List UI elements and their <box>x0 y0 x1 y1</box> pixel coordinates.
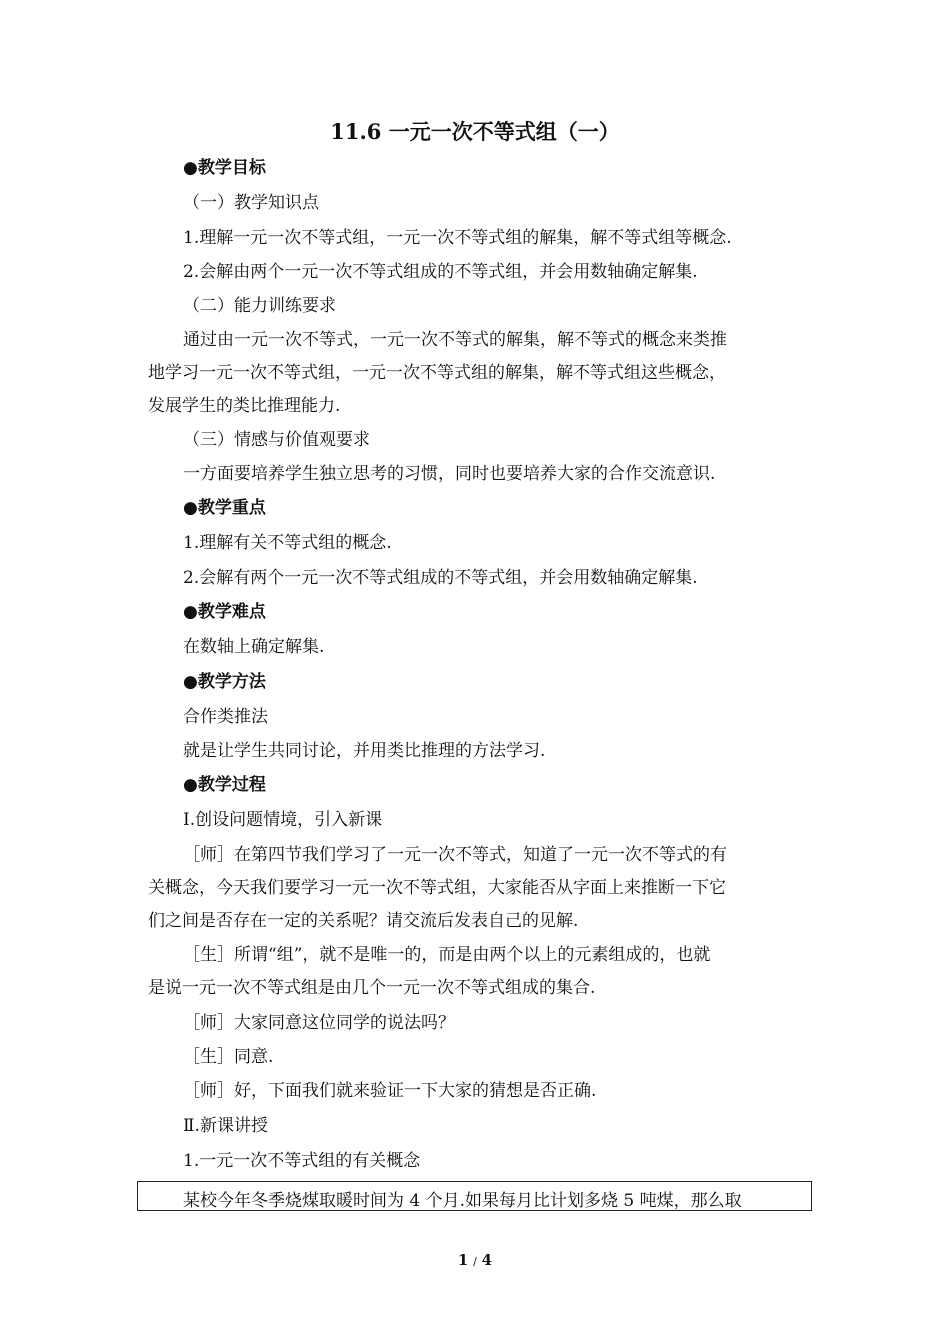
paragraph-line: 们之间是否存在一定的关系呢？请交流后发表自己的见解. <box>148 911 579 931</box>
problem-box <box>137 1181 812 1211</box>
page-separator: / <box>473 1255 477 1268</box>
paragraph-line: 1.理解一元一次不等式组，一元一次不等式组的解集，解不等式组等概念. <box>183 228 732 248</box>
subsection-heading: （二）能力训练要求 <box>183 296 336 316</box>
paragraph-line: ［师］在第四节我们学习了一元一次不等式，知道了一元一次不等式的有 <box>183 845 727 865</box>
paragraph-line: 合作类推法 <box>183 707 268 727</box>
paragraph-line: 一方面要培养学生独立思考的习惯，同时也要培养大家的合作交流意识. <box>183 464 716 484</box>
paragraph-line: ［生］所谓“组”，就不是唯一的，而是由两个以上的元素组成的，也就 <box>183 945 711 965</box>
problem-text: 某校今年冬季烧煤取暖时间为 4 个月.如果每月比计划多烧 5 吨煤，那么取 <box>183 1191 742 1211</box>
paragraph-line: 发展学生的类比推理能力. <box>148 396 341 416</box>
section-heading: ●教学方法 <box>183 672 266 692</box>
page-number: 1 <box>457 1251 469 1269</box>
subsection-heading: （一）教学知识点 <box>183 193 319 213</box>
section-heading: ●教学难点 <box>183 602 266 622</box>
paragraph-line: 是说一元一次不等式组是由几个一元一次不等式组成的集合. <box>148 978 596 998</box>
paragraph-line: 就是让学生共同讨论，并用类比推理的方法学习. <box>183 741 546 761</box>
paragraph-line: ［师］大家同意这位同学的说法吗？ <box>183 1013 455 1033</box>
paragraph-line: 地学习一元一次不等式组，一元一次不等式组的解集，解不等式组这些概念， <box>148 363 726 383</box>
paragraph-line: 在数轴上确定解集. <box>183 637 325 657</box>
page-total: 4 <box>481 1251 493 1269</box>
page-footer <box>0 1251 950 1269</box>
paragraph-line: 通过由一元一次不等式，一元一次不等式的解集，解不等式的概念来类推 <box>183 330 727 350</box>
paragraph-line: 2.会解有两个一元一次不等式组成的不等式组，并会用数轴确定解集. <box>183 568 698 588</box>
paragraph-line: ［生］同意. <box>183 1047 274 1067</box>
document-title: 11.6 一元一次不等式组（一） <box>330 119 620 144</box>
subsection-heading: Ⅱ.新课讲授 <box>183 1116 268 1136</box>
section-heading: ●教学目标 <box>183 158 266 178</box>
subsection-heading: Ⅰ.创设问题情境，引入新课 <box>183 810 383 830</box>
section-heading: ●教学重点 <box>183 498 266 518</box>
paragraph-line: 1.理解有关不等式组的概念. <box>183 533 392 553</box>
subsection-heading: （三）情感与价值观要求 <box>183 430 370 450</box>
paragraph-line: ［师］好，下面我们就来验证一下大家的猜想是否正确. <box>183 1081 597 1101</box>
paragraph-line: 关概念，今天我们要学习一元一次不等式组，大家能否从字面上来推断一下它 <box>148 878 726 898</box>
paragraph-line: 2.会解由两个一元一次不等式组成的不等式组，并会用数轴确定解集. <box>183 262 698 282</box>
section-heading: ●教学过程 <box>183 775 266 795</box>
paragraph-line: 1.一元一次不等式组的有关概念 <box>183 1151 421 1171</box>
